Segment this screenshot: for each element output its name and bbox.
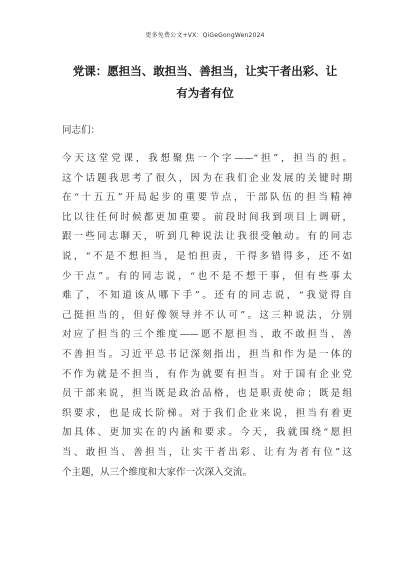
body-line: 跟一些同志聊天，听到几种说法让我很受触动。有的同志 bbox=[62, 231, 352, 243]
body-line: 个主题，从三个维度和大家作一次深入交流。 bbox=[62, 466, 253, 478]
body-line: 说，“不是不想担当，是怕担责，干得多错得多，还不如 bbox=[62, 250, 352, 262]
title-line: 党课：愿担当、敢担当、善担当，让实干者出彩、让 bbox=[72, 64, 338, 78]
body-line: 在“十五五”开局起步的重要节点，干部队伍的担当精神 bbox=[62, 192, 352, 204]
body-line: 对应了担当的三个维度——愿不愿担当、敢不敢担当、善 bbox=[62, 329, 352, 341]
body-line: 这个话题我思考了很久，因为在我们企业发展的关键时期 bbox=[62, 172, 352, 184]
body-line: 比以往任何时候都更加重要。前段时间我到项目上调研， bbox=[62, 211, 352, 223]
body-line: 员干部来说，担当既是政治品格，也是职责使命；既是组 bbox=[62, 388, 352, 400]
header-promo-text: 更多免费公文+VX：QiGeGongWen2024 bbox=[145, 32, 265, 39]
document-title bbox=[56, 60, 354, 104]
body-line: 不作为就是不担当，有作为就要有担当。对于国有企业党 bbox=[62, 368, 352, 380]
body-line: 加具体、更加实在的内涵和要求。今天，我就围绕“愿担 bbox=[62, 427, 352, 439]
title-line: 有为者有位 bbox=[176, 86, 234, 100]
body-line: 织要求，也是成长阶梯。对于我们企业来说，担当有着更 bbox=[62, 407, 352, 419]
body-line: 当、敢担当、善担当，让实干者出彩、让有为者有位”这 bbox=[62, 446, 352, 458]
greeting: 同志们： bbox=[62, 125, 101, 136]
body-line: 己挺担当的，但好像领导并不认可”。这三种说法，分别 bbox=[62, 309, 352, 321]
body-line: 难了，不知道该从哪下手”。还有的同志说，“我觉得自 bbox=[62, 290, 352, 302]
body-paragraph bbox=[62, 149, 352, 482]
body-line: 少干点”。有的同志说，“也不是不想干事，但有些事太 bbox=[62, 270, 352, 282]
body-line: 今天这堂党课，我想聚焦一个字——“担”，担当的担。 bbox=[62, 153, 352, 164]
body-line: 不善担当。习近平总书记深刻指出，担当和作为是一体的 bbox=[62, 348, 352, 360]
